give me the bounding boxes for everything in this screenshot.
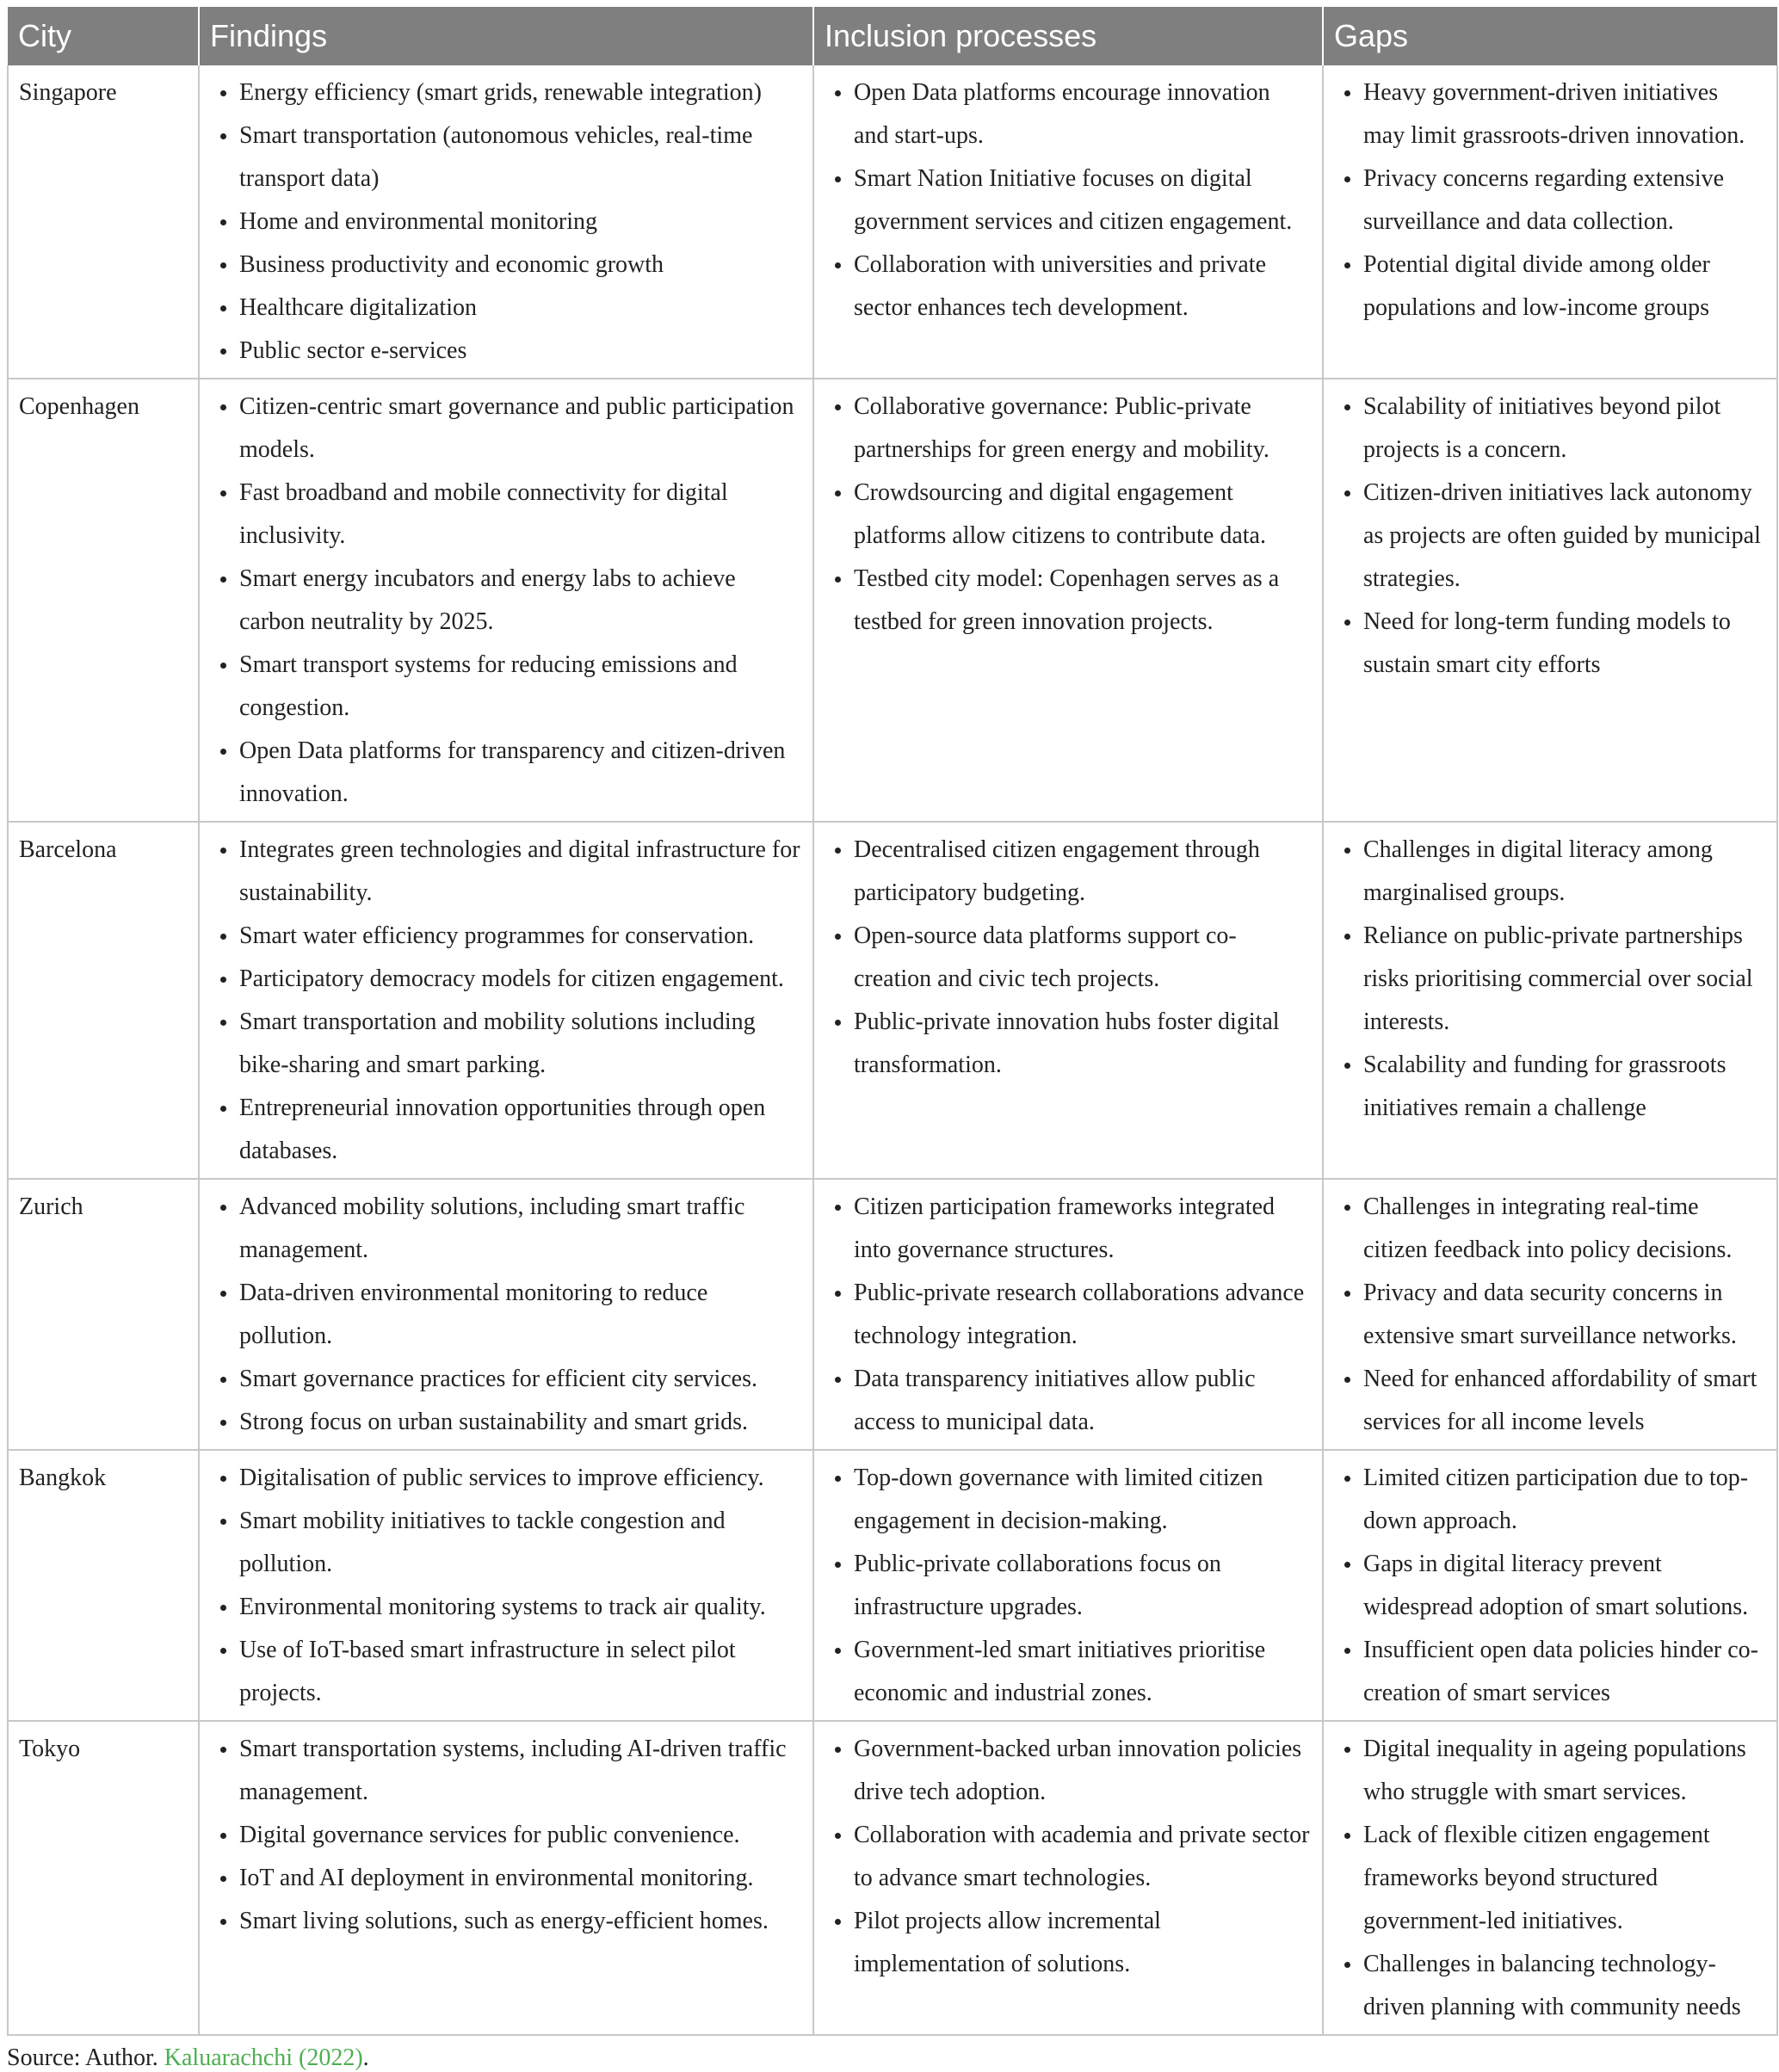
list-item: Reliance on public-private partnerships risks prioritising commercial over social interests.: [1363, 915, 1764, 1044]
cell-inclusion-processes: [813, 1179, 1323, 1450]
list-item: Scalability of initiatives beyond pilot projects is a concern.: [1363, 385, 1764, 472]
list-item: Participatory democracy models for citizen engagement.: [239, 958, 800, 1001]
list-item: Smart energy incubators and energy labs to achieve carbon neutrality by 2025.: [239, 558, 800, 644]
list-item: Advanced mobility solutions, including smart traffic management.: [239, 1186, 800, 1272]
header-gaps: Gaps: [1323, 7, 1777, 65]
list-item: Decentralised citizen engagement through participatory budgeting.: [854, 829, 1310, 915]
list-item: Entrepreneurial innovation opportunities through open databases.: [239, 1087, 800, 1173]
cell-city: Copenhagen: [8, 379, 199, 822]
list-item: Citizen participation frameworks integrated into governance structures.: [854, 1186, 1310, 1272]
inclusion-list: [825, 1457, 1310, 1715]
list-item: Public-private research collaborations advance technology integration.: [854, 1272, 1310, 1358]
cell-findings: [199, 1721, 813, 2035]
inclusion-list: [825, 71, 1310, 330]
findings-list: [210, 1186, 800, 1444]
inclusion-list: [825, 1728, 1310, 1986]
list-item: Collaboration with universities and private sector enhances tech development.: [854, 244, 1310, 330]
list-item: Integrates green technologies and digital infrastructure for sustainability.: [239, 829, 800, 915]
list-item: Strong focus on urban sustainability and smart grids.: [239, 1401, 800, 1444]
list-item: Use of IoT-based smart infrastructure in select pilot projects.: [239, 1629, 800, 1715]
cell-city: Bangkok: [8, 1450, 199, 1721]
list-item: Smart transport systems for reducing emissions and congestion.: [239, 644, 800, 730]
list-item: Testbed city model: Copenhagen serves as a testbed for green innovation projects.: [854, 558, 1310, 644]
gaps-list: [1334, 71, 1764, 330]
list-item: Need for enhanced affordability of smart services for all income levels: [1363, 1358, 1764, 1444]
list-item: Data-driven environmental monitoring to reduce pollution.: [239, 1272, 800, 1358]
inclusion-list: [825, 829, 1310, 1087]
list-item: Smart governance practices for efficient city services.: [239, 1358, 800, 1401]
list-item: Smart Nation Initiative focuses on digital government services and citizen engagement.: [854, 157, 1310, 244]
list-item: Smart water efficiency programmes for conservation.: [239, 915, 800, 958]
list-item: Public-private collaborations focus on infrastructure upgrades.: [854, 1543, 1310, 1629]
cell-city: Singapore: [8, 65, 199, 379]
cell-findings: [199, 822, 813, 1179]
list-item: Energy efficiency (smart grids, renewable integration): [239, 71, 800, 114]
list-item: Open-source data platforms support co-creation and civic tech projects.: [854, 915, 1310, 1001]
list-item: Need for long-term funding models to sustain smart city efforts: [1363, 601, 1764, 687]
list-item: Top-down governance with limited citizen engagement in decision-making.: [854, 1457, 1310, 1543]
list-item: Challenges in balancing technology-driven planning with community needs: [1363, 1943, 1764, 2029]
list-item: Open Data platforms encourage innovation and start-ups.: [854, 71, 1310, 157]
cell-gaps: [1323, 1721, 1777, 2035]
gaps-list: [1334, 1186, 1764, 1444]
cell-findings: [199, 65, 813, 379]
findings-list: [210, 1728, 800, 1943]
inclusion-list: [825, 385, 1310, 644]
list-item: Crowdsourcing and digital engagement platforms allow citizens to contribute data.: [854, 472, 1310, 558]
list-item: Digitalisation of public services to improve efficiency.: [239, 1457, 800, 1500]
findings-list: [210, 1457, 800, 1715]
list-item: Challenges in digital literacy among marginalised groups.: [1363, 829, 1764, 915]
cell-inclusion-processes: [813, 822, 1323, 1179]
inclusion-list: [825, 1186, 1310, 1444]
list-item: Citizen-driven initiatives lack autonomy as projects are often guided by municipal strategies.: [1363, 472, 1764, 601]
source-note: [7, 2044, 1776, 2072]
list-item: Privacy and data security concerns in extensive smart surveillance networks.: [1363, 1272, 1764, 1358]
cell-findings: [199, 379, 813, 822]
gaps-list: [1334, 1728, 1764, 2029]
cell-inclusion-processes: [813, 65, 1323, 379]
list-item: Public sector e-services: [239, 330, 800, 373]
cell-gaps: [1323, 1179, 1777, 1450]
list-item: Home and environmental monitoring: [239, 200, 800, 244]
list-item: Insufficient open data policies hinder co-creation of smart services: [1363, 1629, 1764, 1715]
gaps-list: [1334, 1457, 1764, 1715]
list-item: Public-private innovation hubs foster digital transformation.: [854, 1001, 1310, 1087]
cell-city: Tokyo: [8, 1721, 199, 2035]
list-item: Collaboration with academia and private sector to advance smart technologies.: [854, 1814, 1310, 1900]
table-row: [8, 1721, 1777, 2035]
list-item: Challenges in integrating real-time citizen feedback into policy decisions.: [1363, 1186, 1764, 1272]
cell-city: Zurich: [8, 1179, 199, 1450]
cell-gaps: [1323, 65, 1777, 379]
list-item: Smart transportation (autonomous vehicles, real-time transport data): [239, 114, 800, 200]
table-row: [8, 1450, 1777, 1721]
cell-gaps: [1323, 1450, 1777, 1721]
list-item: Digital inequality in ageing populations who struggle with smart services.: [1363, 1728, 1764, 1814]
list-item: Privacy concerns regarding extensive surveillance and data collection.: [1363, 157, 1764, 244]
source-suffix: .: [362, 2044, 369, 2071]
findings-list: [210, 829, 800, 1173]
comparison-table: [7, 7, 1778, 2036]
header-inclusion-processes: Inclusion processes: [813, 7, 1323, 65]
gaps-list: [1334, 829, 1764, 1130]
header-findings: Findings: [199, 7, 813, 65]
list-item: Government-backed urban innovation policies drive tech adoption.: [854, 1728, 1310, 1814]
list-item: Healthcare digitalization: [239, 287, 800, 330]
source-prefix: Source: Author.: [7, 2044, 164, 2071]
list-item: Scalability and funding for grassroots initiatives remain a challenge: [1363, 1044, 1764, 1130]
gaps-list: [1334, 385, 1764, 687]
list-item: Environmental monitoring systems to track air quality.: [239, 1586, 800, 1629]
findings-list: [210, 385, 800, 816]
list-item: Smart transportation and mobility solutions including bike-sharing and smart parking.: [239, 1001, 800, 1087]
findings-list: [210, 71, 800, 373]
list-item: Smart transportation systems, including AI-driven traffic management.: [239, 1728, 800, 1814]
cell-inclusion-processes: [813, 1721, 1323, 2035]
list-item: Potential digital divide among older populations and low-income groups: [1363, 244, 1764, 330]
table-body: [8, 65, 1777, 2035]
list-item: Smart mobility initiatives to tackle congestion and pollution.: [239, 1500, 800, 1586]
cell-findings: [199, 1450, 813, 1721]
list-item: Business productivity and economic growth: [239, 244, 800, 287]
list-item: Pilot projects allow incremental implementation of solutions.: [854, 1900, 1310, 1986]
list-item: Smart living solutions, such as energy-efficient homes.: [239, 1900, 800, 1943]
list-item: Limited citizen participation due to top-down approach.: [1363, 1457, 1764, 1543]
cell-gaps: [1323, 379, 1777, 822]
list-item: IoT and AI deployment in environmental monitoring.: [239, 1857, 800, 1900]
list-item: Lack of flexible citizen engagement frameworks beyond structured government-led initiatives.: [1363, 1814, 1764, 1943]
list-item: Digital governance services for public convenience.: [239, 1814, 800, 1857]
list-item: Fast broadband and mobile connectivity for digital inclusivity.: [239, 472, 800, 558]
cell-gaps: [1323, 822, 1777, 1179]
list-item: Government-led smart initiatives prioritise economic and industrial zones.: [854, 1629, 1310, 1715]
table-row: [8, 65, 1777, 379]
list-item: Heavy government-driven initiatives may limit grassroots-driven innovation.: [1363, 71, 1764, 157]
cell-inclusion-processes: [813, 1450, 1323, 1721]
list-item: Collaborative governance: Public-private partnerships for green energy and mobility.: [854, 385, 1310, 472]
header-city: City: [8, 7, 199, 65]
table-header: [8, 7, 1777, 65]
list-item: Gaps in digital literacy prevent widespread adoption of smart solutions.: [1363, 1543, 1764, 1629]
list-item: Data transparency initiatives allow public access to municipal data.: [854, 1358, 1310, 1444]
list-item: Citizen-centric smart governance and public participation models.: [239, 385, 800, 472]
table-row: [8, 1179, 1777, 1450]
list-item: Open Data platforms for transparency and citizen-driven innovation.: [239, 730, 800, 816]
cell-city: Barcelona: [8, 822, 199, 1179]
table-row: [8, 379, 1777, 822]
table-container: [7, 7, 1776, 2072]
cell-findings: [199, 1179, 813, 1450]
table-row: [8, 822, 1777, 1179]
cell-inclusion-processes: [813, 379, 1323, 822]
header-row: [8, 7, 1777, 65]
source-citation-link[interactable]: Kaluarachchi (2022): [164, 2044, 363, 2071]
